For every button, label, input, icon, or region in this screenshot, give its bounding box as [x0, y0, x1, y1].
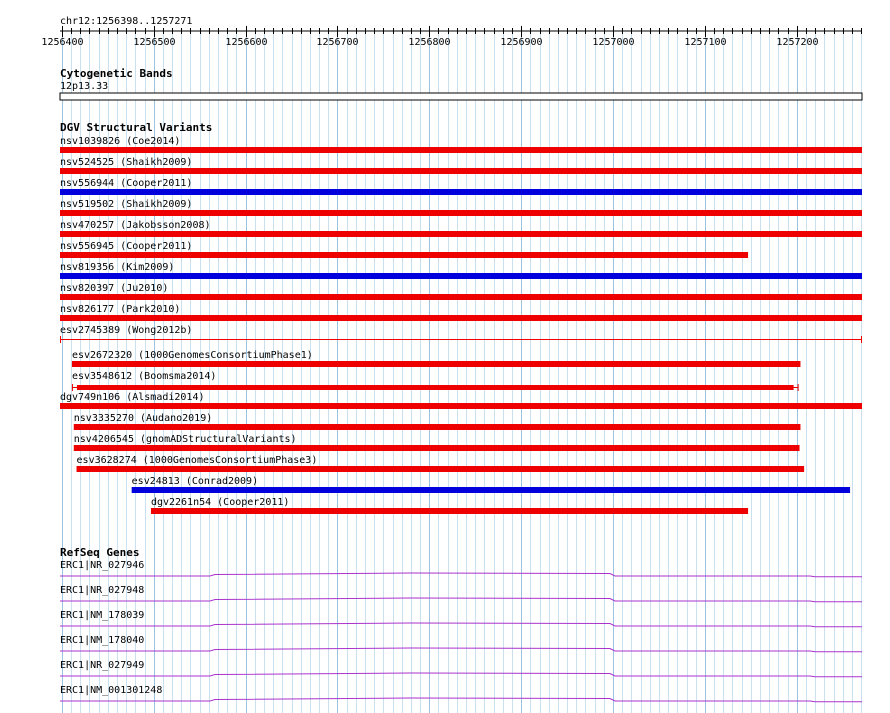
dgv-variant-bar[interactable]: [60, 273, 862, 279]
refseq-gene[interactable]: [60, 610, 862, 627]
dgv-title: DGV Structural Variants: [60, 121, 213, 134]
dgv-variant[interactable]: [60, 178, 862, 195]
dgv-variant-label: nsv470257 (Jakobsson2008): [60, 220, 211, 231]
dgv-variant-bar[interactable]: [60, 231, 862, 237]
dgv-variant-label: nsv519502 (Shaikh2009): [60, 199, 193, 210]
refseq-gene[interactable]: [60, 685, 862, 702]
ruler-tick-label: 1256800: [408, 37, 451, 48]
dgv-variant-bar[interactable]: [60, 403, 862, 409]
dgv-variant-bar[interactable]: [132, 487, 850, 493]
dgv-variant[interactable]: [60, 241, 748, 258]
refseq-gene-intron[interactable]: [60, 698, 862, 702]
refseq-gene-intron[interactable]: [60, 573, 862, 577]
dgv-variant[interactable]: [77, 455, 805, 472]
dgv-variant[interactable]: [60, 220, 862, 237]
dgv-variant[interactable]: [60, 136, 862, 153]
refseq-gene[interactable]: [60, 585, 862, 602]
dgv-variant-label: nsv3335270 (Audano2019): [73, 413, 213, 424]
refseq-gene[interactable]: [60, 560, 862, 577]
cytoband-track: [60, 67, 862, 100]
dgv-variant-bar[interactable]: [74, 445, 800, 451]
dgv-variant-label: esv3628274 (1000GenomesConsortiumPhase3): [76, 455, 318, 466]
refseq-gene-intron[interactable]: [60, 623, 862, 627]
refseq-gene-intron[interactable]: [60, 598, 862, 602]
dgv-variant-label: nsv524525 (Shaikh2009): [60, 157, 193, 168]
dgv-variant-bar[interactable]: [60, 315, 862, 321]
dgv-variant-bar[interactable]: [60, 168, 862, 174]
refseq-gene-intron[interactable]: [60, 673, 862, 677]
refseq-gene-intron[interactable]: [60, 648, 862, 652]
dgv-variant-bar[interactable]: [151, 508, 748, 514]
dgv-variant-label: dgv2261n54 (Cooper2011): [150, 497, 290, 508]
dgv-variant-bar[interactable]: [77, 385, 794, 390]
refseq-title: RefSeq Genes: [60, 546, 140, 559]
dgv-variant-bar[interactable]: [77, 466, 805, 472]
dgv-variant-bar[interactable]: [60, 189, 862, 195]
dgv-variant-label: nsv4206545 (gnomADStructuralVariants): [73, 434, 297, 445]
refseq-gene-label: ERC1|NR_027946: [60, 560, 145, 571]
ruler-tick-label: 1257000: [592, 37, 635, 48]
dgv-variant-label: nsv826177 (Park2010): [60, 304, 181, 315]
ruler-tick-label: 1256500: [133, 37, 176, 48]
dgv-variant-label: esv2672320 (1000GenomesConsortiumPhase1): [71, 350, 313, 361]
ruler-tick-label: 1256900: [500, 37, 543, 48]
refseq-gene-label: ERC1|NR_027948: [60, 585, 145, 596]
dgv-variant[interactable]: [60, 262, 862, 279]
refseq-gene-label: ERC1|NM_178040: [60, 635, 145, 646]
dgv-variant-label: nsv556945 (Cooper2011): [60, 241, 193, 252]
cytoband-feature[interactable]: [60, 93, 862, 100]
dgv-variant[interactable]: [60, 325, 862, 343]
dgv-track: [60, 121, 862, 514]
dgv-variant-label: nsv819356 (Kim2009): [60, 262, 175, 273]
ruler-tick-label: 1256700: [316, 37, 359, 48]
dgv-variant-label: nsv1039826 (Coe2014): [60, 136, 181, 147]
dgv-variant-label: esv24813 (Conrad2009): [131, 476, 259, 487]
dgv-variant-label: nsv556944 (Cooper2011): [60, 178, 193, 189]
dgv-variant[interactable]: [60, 304, 862, 321]
ruler-track: [41, 16, 862, 48]
dgv-variant[interactable]: [60, 157, 862, 174]
dgv-variant[interactable]: [74, 434, 800, 451]
dgv-variant-bar[interactable]: [72, 361, 801, 367]
dgv-variant-bar[interactable]: [60, 294, 862, 300]
dgv-variant-bar[interactable]: [60, 147, 862, 153]
ruler-tick-label: 1257200: [776, 37, 819, 48]
dgv-variant[interactable]: [151, 497, 748, 514]
dgv-variant-label: nsv820397 (Ju2010): [60, 283, 169, 294]
ruler-tick-label: 1256600: [225, 37, 268, 48]
dgv-variant-bar[interactable]: [60, 210, 862, 216]
ruler-tick-label: 1257100: [684, 37, 727, 48]
dgv-variant[interactable]: [72, 371, 799, 391]
refseq-track: [60, 546, 862, 702]
dgv-variant[interactable]: [74, 413, 801, 430]
ruler-tick-label: 1256400: [41, 37, 84, 48]
dgv-variant-bar[interactable]: [60, 252, 748, 258]
refseq-gene[interactable]: [60, 635, 862, 652]
refseq-gene[interactable]: [60, 660, 862, 677]
dgv-variant[interactable]: [60, 283, 862, 300]
dgv-variant-label: dgv749n106 (Alsmadi2014): [60, 392, 205, 403]
refseq-gene-label: ERC1|NR_027949: [60, 660, 145, 671]
dgv-variant[interactable]: [60, 199, 862, 216]
dgv-variant-label: esv3548612 (Boomsma2014): [71, 371, 217, 382]
cytoband-label: 12p13.33: [60, 81, 109, 92]
dgv-variant-bar[interactable]: [74, 424, 801, 430]
refseq-gene-label: ERC1|NM_001301248: [60, 685, 163, 696]
dgv-variant-label: esv2745389 (Wong2012b): [60, 325, 193, 336]
ruler-location: chr12:1256398..1257271: [60, 16, 193, 27]
refseq-gene-label: ERC1|NM_178039: [60, 610, 145, 621]
cytoband-title: Cytogenetic Bands: [60, 67, 173, 80]
dgv-variant[interactable]: [60, 392, 862, 409]
dgv-variant[interactable]: [72, 350, 801, 367]
